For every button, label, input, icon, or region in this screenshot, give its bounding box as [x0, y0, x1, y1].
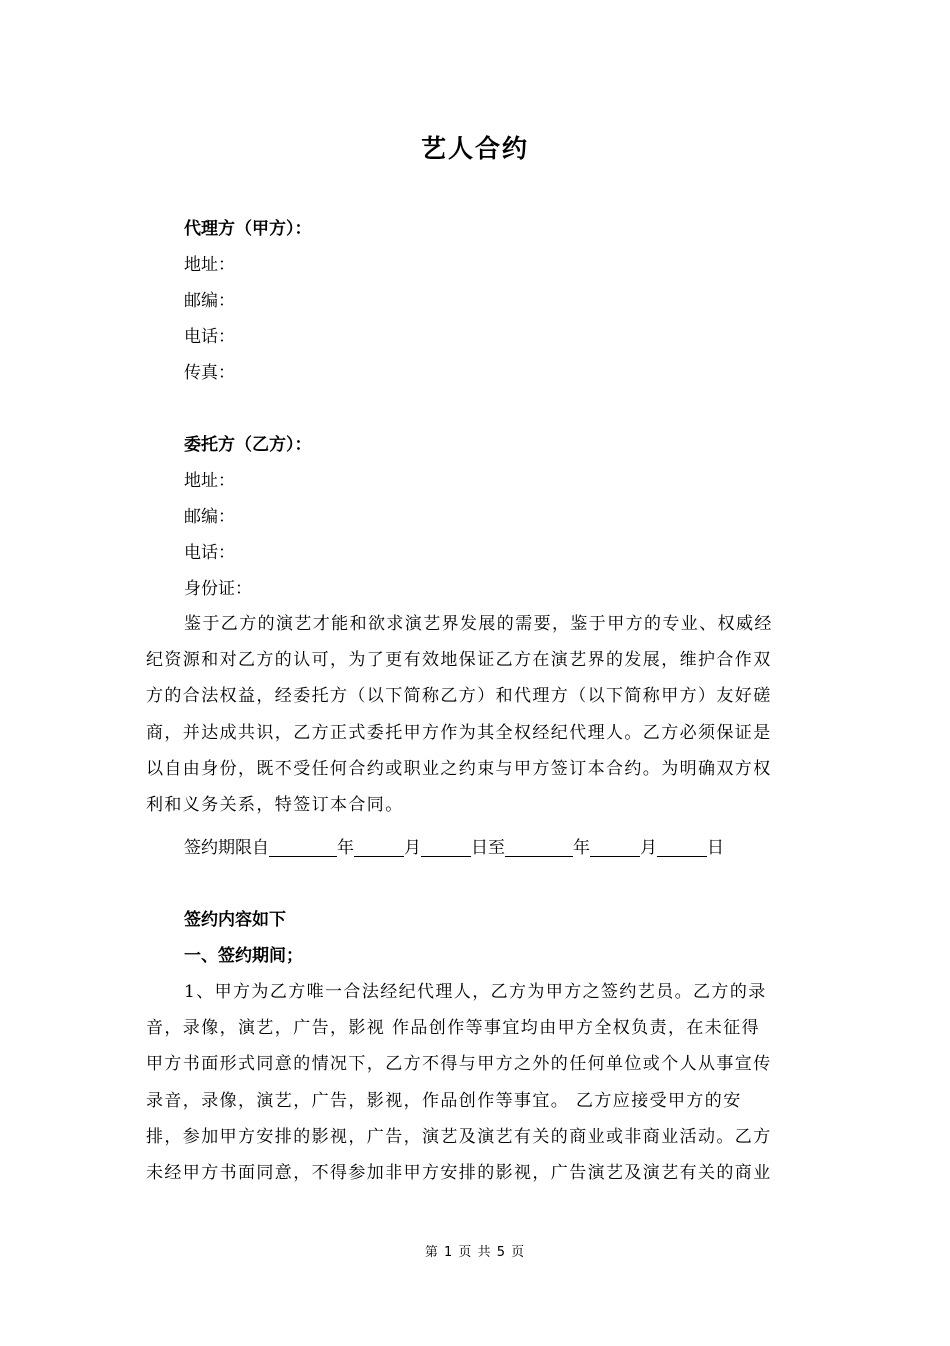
party-a-postcode-label: 邮编：: [184, 291, 235, 311]
end-month-blank[interactable]: [590, 838, 640, 857]
end-day-blank[interactable]: [657, 838, 707, 857]
party-b-phone-label: 电话：: [184, 543, 235, 563]
start-year-blank[interactable]: [269, 838, 337, 857]
clause-line: 甲方书面形式同意的情况下，乙方不得与甲方之外的任何单位或个人从事宣传: [146, 1054, 772, 1075]
intro-line: 鉴于乙方的演艺才能和欲求演艺界发展的需要，鉴于甲方的专业、权威经: [184, 614, 773, 634]
party-a-phone-label: 电话：: [184, 327, 235, 347]
start-day-blank[interactable]: [421, 838, 471, 857]
party-b-postcode-label: 邮编：: [184, 507, 235, 527]
term-month-label: 月: [640, 838, 657, 858]
intro-line: 纪资源和对乙方的认可，为了更有效地保证乙方在演艺界的发展，维护合作双: [146, 650, 772, 671]
term-prefix: 签约期限自: [184, 838, 269, 858]
content-heading: 签约内容如下: [184, 910, 286, 930]
end-year-blank[interactable]: [505, 838, 573, 857]
term-day-label: 日: [707, 838, 724, 858]
clause-line: 音，录像，演艺，广告，影视 作品创作等事宜均由甲方全权负责，在未征得: [146, 1018, 761, 1039]
term-year-label: 年: [337, 838, 354, 858]
clause-line: 1、甲方为乙方唯一合法经纪代理人，乙方为甲方之签约艺员。乙方的录: [184, 982, 767, 1002]
intro-line: 以自由身份，既不受任何合约或职业之约束与甲方签订本合约。为明确双方权: [146, 758, 772, 779]
contract-term-line: [184, 836, 724, 860]
intro-line: 商，并达成共识，乙方正式委托甲方作为其全权经纪代理人。乙方必须保证是: [146, 722, 772, 743]
intro-line: 方的合法权益，经委托方（以下简称乙方）和代理方（以下简称甲方）友好磋: [146, 686, 772, 707]
term-month-label: 月: [404, 838, 421, 858]
start-month-blank[interactable]: [354, 838, 404, 857]
intro-line: 利和义务关系，特签订本合同。: [146, 795, 404, 816]
clause-1-paragraph: [146, 974, 806, 1191]
clause-line: 未经甲方书面同意，不得参加非甲方安排的影视，广告演艺及演艺有关的商业: [146, 1163, 772, 1184]
period-heading: 一、签约期间；: [184, 946, 303, 966]
document-title: 艺人合约: [420, 134, 529, 163]
party-a-fax-label: 传真：: [184, 363, 235, 383]
term-day-to-label: 日至: [471, 838, 505, 858]
clause-line: 排，参加甲方安排的影视，广告，演艺及演艺有关的商业或非商业活动。乙方: [146, 1126, 772, 1147]
party-b-address-label: 地址：: [184, 471, 235, 491]
party-b-id-card-label: 身份证：: [184, 579, 252, 599]
party-b-heading: 委托方（乙方）：: [184, 435, 312, 455]
intro-paragraph: [146, 606, 806, 823]
clause-line: 录音，录像，演艺，广告，影视，作品创作等事宜。 乙方应接受甲方的安: [146, 1090, 742, 1111]
party-a-address-label: 地址：: [184, 255, 235, 275]
party-a-heading: 代理方（甲方）：: [184, 219, 312, 239]
term-year-label: 年: [573, 838, 590, 858]
page-number-footer: 第 1 页 共 5 页: [424, 1245, 526, 1260]
